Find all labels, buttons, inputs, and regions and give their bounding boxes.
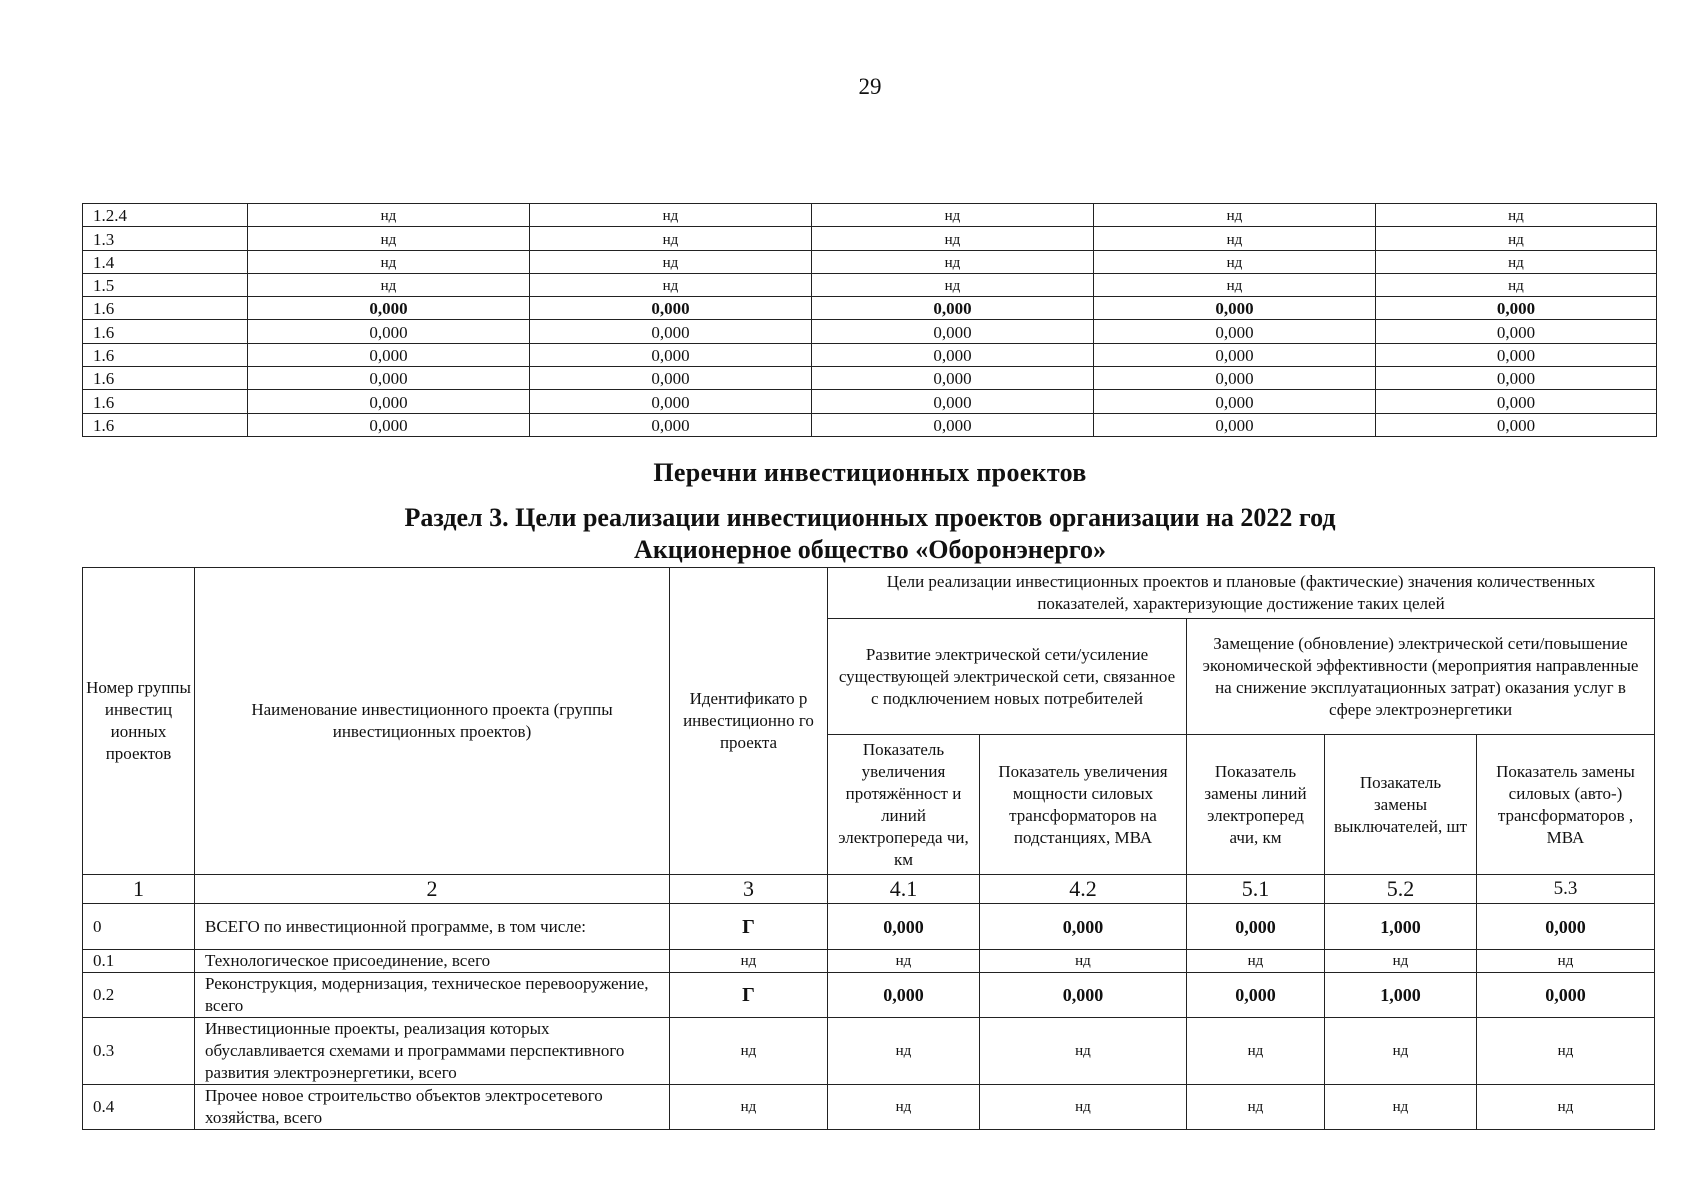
table-cell: нд — [1477, 950, 1655, 973]
row-identifier: нд — [670, 950, 828, 973]
column-number: 4.1 — [828, 875, 980, 904]
table-cell: 0,000 — [248, 390, 530, 413]
row-name: Реконструкция, модернизация, техническое перевооружение, всего — [195, 973, 670, 1018]
table-cell: 0,000 — [530, 413, 812, 436]
row-code: 0.1 — [83, 950, 195, 973]
table-cell: нд — [1325, 1085, 1477, 1130]
row-code: 0 — [83, 904, 195, 950]
table-cell: 0,000 — [1376, 413, 1657, 436]
table-cell: 0,000 — [530, 367, 812, 390]
header-project-name: Наименование инвестиционного проекта (группы инвестиционных проектов) — [195, 568, 670, 875]
investment-goals-body — [83, 875, 1655, 1130]
table-cell: 0,000 — [828, 973, 980, 1018]
row-number: 1.4 — [83, 250, 248, 273]
table-row — [83, 904, 1655, 950]
table-row — [83, 413, 1657, 436]
table-cell: нд — [248, 204, 530, 227]
table-cell: нд — [1376, 250, 1657, 273]
table-cell: 0,000 — [1376, 320, 1657, 343]
row-code: 0.4 — [83, 1085, 195, 1130]
list-title: Перечни инвестиционных проектов — [653, 458, 1087, 487]
row-number: 1.6 — [83, 390, 248, 413]
table-cell: нд — [828, 1018, 980, 1085]
table-cell: 1,000 — [1325, 904, 1477, 950]
table-cell: 0,000 — [1094, 320, 1376, 343]
header-goals: Цели реализации инвестиционных проектов и плановые (фактические) значения количественных показателей, характеризующие достижение таких целей — [828, 568, 1655, 619]
column-number: 5.1 — [1187, 875, 1325, 904]
row-number: 1.5 — [83, 273, 248, 296]
table-cell: нд — [1376, 273, 1657, 296]
table-cell: 0,000 — [812, 297, 1094, 320]
table-cell: нд — [1376, 227, 1657, 250]
table-cell: 0,000 — [980, 904, 1187, 950]
column-number: 1 — [83, 875, 195, 904]
table-cell: нд — [980, 1085, 1187, 1130]
row-identifier: Г — [670, 904, 828, 950]
table-cell: 0,000 — [1094, 367, 1376, 390]
table-cell: 0,000 — [248, 413, 530, 436]
table-cell: 0,000 — [248, 343, 530, 366]
table-cell: 0,000 — [530, 390, 812, 413]
table-cell: нд — [248, 227, 530, 250]
row-number: 1.6 — [83, 343, 248, 366]
table-cell: нд — [1325, 950, 1477, 973]
table-cell: 0,000 — [812, 320, 1094, 343]
table-row — [83, 1085, 1655, 1130]
table-cell: нд — [1094, 273, 1376, 296]
page-number: 29 — [858, 74, 882, 99]
table-row — [83, 390, 1657, 413]
continuation-table — [82, 203, 1657, 437]
column-number: 2 — [195, 875, 670, 904]
table-cell: нд — [980, 950, 1187, 973]
table-cell: нд — [530, 273, 812, 296]
table-cell: нд — [248, 250, 530, 273]
table-cell: нд — [1187, 950, 1325, 973]
table-cell: 0,000 — [248, 297, 530, 320]
table-cell: нд — [248, 273, 530, 296]
row-number: 1.6 — [83, 297, 248, 320]
table-cell: нд — [1376, 204, 1657, 227]
table-cell: 0,000 — [828, 904, 980, 950]
table-cell: нд — [1477, 1085, 1655, 1130]
table-cell: нд — [812, 204, 1094, 227]
header-col-5-3: Показатель замены силовых (авто-) трансформаторов , МВА — [1477, 735, 1655, 875]
row-identifier: нд — [670, 1018, 828, 1085]
table-cell: 0,000 — [248, 367, 530, 390]
header-identifier: Идентификато р инвестиционно го проекта — [670, 568, 828, 875]
table-cell: 0,000 — [1187, 973, 1325, 1018]
table-cell: 0,000 — [1094, 390, 1376, 413]
table-cell: 0,000 — [812, 413, 1094, 436]
table-cell: 0,000 — [530, 297, 812, 320]
table-cell: 0,000 — [1376, 390, 1657, 413]
header-development: Развитие электрической сети/усиление существующей электрической сети, связанное с подключением новых потребителей — [828, 619, 1187, 735]
table-cell: 0,000 — [1477, 904, 1655, 950]
row-code: 0.3 — [83, 1018, 195, 1085]
table-cell: 0,000 — [980, 973, 1187, 1018]
column-number: 5.3 — [1477, 875, 1655, 904]
row-name: Технологическое присоединение, всего — [195, 950, 670, 973]
header-col-4-2: Показатель увеличения мощности силовых трансформаторов на подстанциях, МВА — [980, 735, 1187, 875]
row-number: 1.6 — [83, 320, 248, 343]
row-identifier: нд — [670, 1085, 828, 1130]
table-cell: 0,000 — [812, 367, 1094, 390]
table-cell: нд — [828, 950, 980, 973]
column-number: 4.2 — [980, 875, 1187, 904]
table-cell: нд — [1094, 250, 1376, 273]
row-identifier: Г — [670, 973, 828, 1018]
table-cell: 0,000 — [530, 320, 812, 343]
continuation-table-body — [83, 204, 1657, 437]
row-number: 1.6 — [83, 413, 248, 436]
column-number: 5.2 — [1325, 875, 1477, 904]
table-cell: 0,000 — [1376, 297, 1657, 320]
column-number-row — [83, 875, 1655, 904]
table-cell: 0,000 — [1094, 343, 1376, 366]
table-row — [83, 367, 1657, 390]
table-cell: 0,000 — [248, 320, 530, 343]
table-cell: нд — [530, 250, 812, 273]
table-cell: 0,000 — [530, 343, 812, 366]
header-col-5-2: Позакатель замены выключателей, шт — [1325, 735, 1477, 875]
column-number: 3 — [670, 875, 828, 904]
table-cell: нд — [1477, 1018, 1655, 1085]
table-row — [83, 950, 1655, 973]
row-name: Инвестиционные проекты, реализация которых обуславливается схемами и программами перспективного развития электроэнергетики, всего — [195, 1018, 670, 1085]
table-cell: нд — [812, 250, 1094, 273]
investment-goals-table — [82, 567, 1655, 1130]
organization-name: Акционерное общество «Оборонэнерго» — [634, 535, 1106, 564]
table-cell: нд — [530, 227, 812, 250]
section-title: Раздел 3. Цели реализации инвестиционных проектов организации на 2022 год — [404, 503, 1336, 532]
table-cell: нд — [1094, 204, 1376, 227]
row-code: 0.2 — [83, 973, 195, 1018]
row-number: 1.3 — [83, 227, 248, 250]
table-row — [83, 297, 1657, 320]
table-cell: 0,000 — [812, 343, 1094, 366]
table-cell: 0,000 — [1094, 413, 1376, 436]
header-col-4-1: Показатель увеличения протяжённост и линий электропереда чи, км — [828, 735, 980, 875]
table-cell: нд — [1187, 1018, 1325, 1085]
table-row — [83, 204, 1657, 227]
table-cell: 0,000 — [812, 390, 1094, 413]
table-row — [83, 250, 1657, 273]
table-row — [83, 273, 1657, 296]
table-row — [83, 973, 1655, 1018]
table-cell: нд — [812, 273, 1094, 296]
table-cell: нд — [980, 1018, 1187, 1085]
table-cell: нд — [530, 204, 812, 227]
table-cell: 0,000 — [1376, 343, 1657, 366]
table-cell: нд — [828, 1085, 980, 1130]
table-cell: 0,000 — [1187, 904, 1325, 950]
table-cell: нд — [1325, 1018, 1477, 1085]
table-cell: 0,000 — [1094, 297, 1376, 320]
table-row — [83, 320, 1657, 343]
header-col-5-1: Показатель замены линий электроперед ачи, км — [1187, 735, 1325, 875]
row-name: ВСЕГО по инвестиционной программе, в том числе: — [195, 904, 670, 950]
table-cell: нд — [1094, 227, 1376, 250]
table-cell: 1,000 — [1325, 973, 1477, 1018]
table-row — [83, 227, 1657, 250]
table-cell: 0,000 — [1376, 367, 1657, 390]
header-group-number: Номер группы инвестиц ионных проектов — [83, 568, 195, 875]
table-row — [83, 343, 1657, 366]
table-cell: нд — [1187, 1085, 1325, 1130]
row-name: Прочее новое строительство объектов электросетевого хозяйства, всего — [195, 1085, 670, 1130]
row-number: 1.6 — [83, 367, 248, 390]
table-cell: 0,000 — [1477, 973, 1655, 1018]
table-row — [83, 1018, 1655, 1085]
table-cell: нд — [812, 227, 1094, 250]
header-replacement: Замещение (обновление) электрической сети/повышение экономической эффективности (мероприятия направленные на снижение эксплуатационных затрат) оказания услуг в сфере электроэнергетики — [1187, 619, 1655, 735]
row-number: 1.2.4 — [83, 204, 248, 227]
